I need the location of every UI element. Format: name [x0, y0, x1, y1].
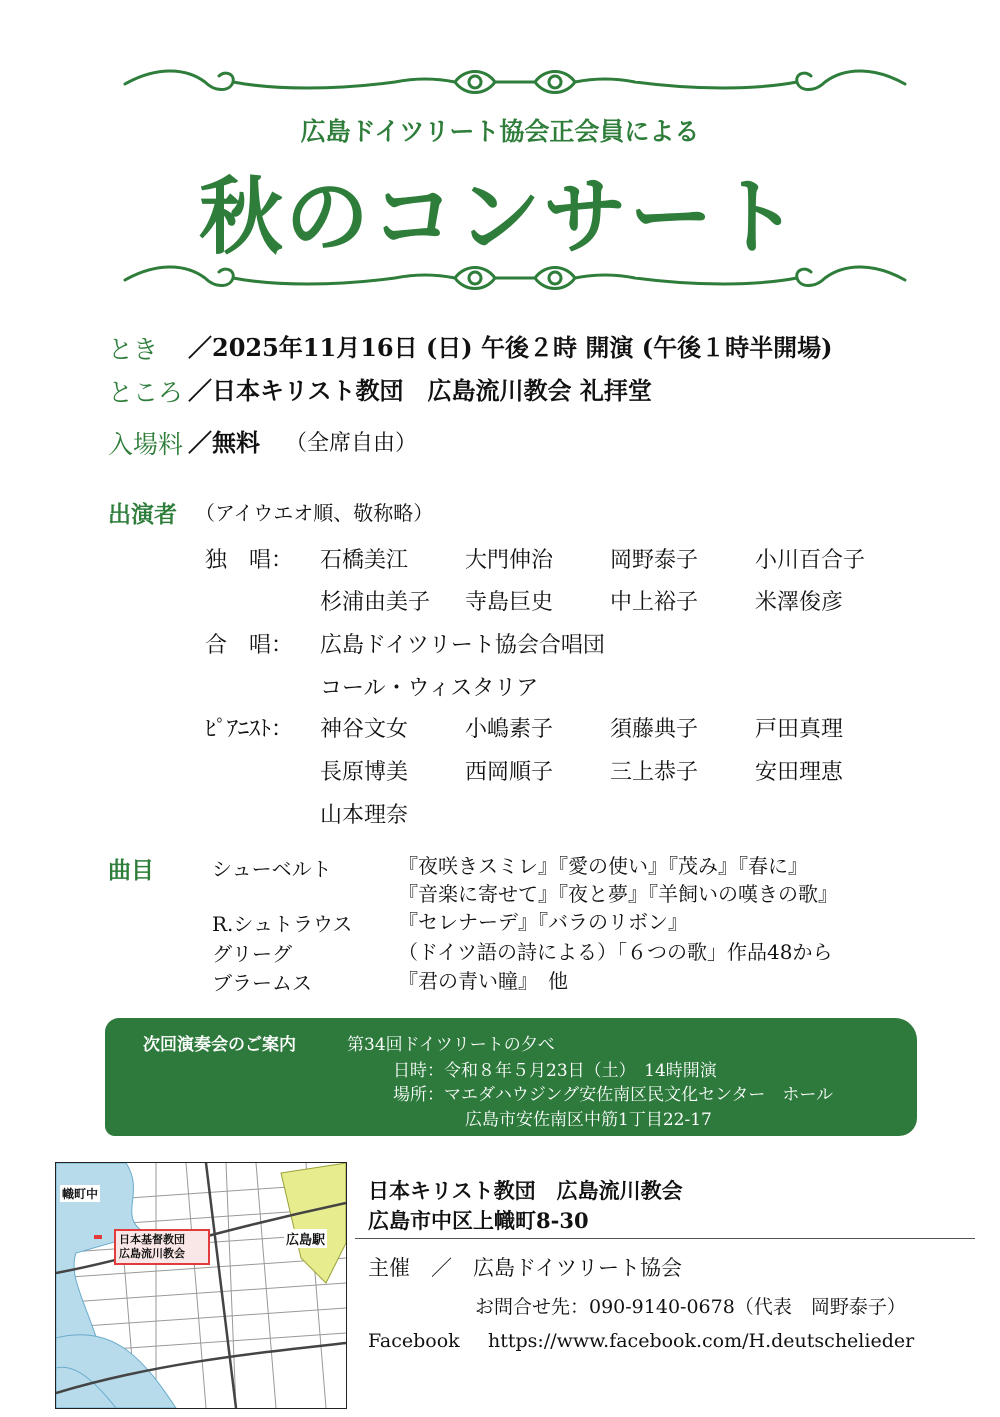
cast-note: （アイウエオ順、敬称略）: [195, 501, 434, 525]
pianist-name: 小嶋素子: [465, 717, 554, 742]
next-concert-banner: [105, 1018, 917, 1136]
venue-address: 広島市中区上幟町8-30: [368, 1208, 589, 1233]
map-church-label: [114, 1229, 210, 1265]
solo-name: 寺島巨史: [465, 590, 554, 615]
concert-subtitle: 広島ドイツリート協会正会員による: [300, 117, 700, 146]
fee-label: 入場料: [108, 430, 184, 459]
pianist-name: 西岡順子: [465, 760, 554, 785]
solo-name: 小川百合子: [755, 548, 866, 573]
when-value: ／2025年11月16日 (日) 午後２時 開演 (午後１時半開場): [188, 333, 833, 362]
program-works: 『君の青い瞳』 他: [398, 969, 568, 993]
pianist-name: 山本理奈: [320, 803, 409, 828]
program-composer: R.シュトラウス: [212, 912, 353, 936]
program-composer: グリーグ: [212, 942, 292, 966]
solo-name: 米澤俊彦: [755, 590, 844, 615]
program-works: 『夜咲きスミレ』『愛の使い』『茂み』『春に』: [398, 854, 808, 878]
location-map: [55, 1162, 347, 1409]
top-ornament: [115, 62, 915, 102]
bottom-ornament: [115, 258, 915, 298]
cast-heading: 出演者: [108, 501, 177, 528]
where-value: ／日本キリスト教団 広島流川教会 礼拝堂: [188, 376, 652, 405]
solo-name: 大門伸治: [465, 548, 554, 573]
facebook-url[interactable]: https://www.facebook.com/H.deutschelieder: [488, 1330, 915, 1352]
facebook-label: Facebook: [368, 1330, 460, 1352]
solo-name: 岡野泰子: [610, 548, 699, 573]
map-label-top: 幟町中: [62, 1187, 99, 1201]
pianist-name: 安田理恵: [755, 760, 844, 785]
program-composer: シューベルト: [212, 857, 332, 881]
pianist-name: 須藤典子: [610, 717, 699, 742]
pianist-label: ﾋﾟｱﾆｽﾄ：: [205, 717, 294, 742]
choir-name: 広島ドイツリート協会合唱団: [320, 633, 605, 658]
program-heading: 曲目: [108, 857, 154, 884]
solo-label: 独 唱：: [205, 548, 294, 573]
fee-value: ／無料: [188, 428, 260, 457]
choir-label: 合 唱：: [205, 633, 294, 658]
next-concert-address: 広島市安佐南区中筋1丁目22-17: [465, 1110, 712, 1130]
choir-name: コール・ウィスタリア: [320, 676, 539, 701]
program-works: 『セレナーデ』『バラのリボン』: [398, 910, 688, 934]
program-works: 『音楽に寄せて』『夜と夢』『羊飼いの嘆きの歌』: [398, 882, 838, 906]
when-label: とき: [108, 335, 159, 364]
map-church-line2: 広島流川教会: [119, 1247, 185, 1260]
map-label-station: 広島駅: [284, 1229, 327, 1248]
next-concert-label: 次回演奏会のご案内: [143, 1035, 296, 1055]
next-concert-title: 第34回ドイツリートの夕べ: [347, 1035, 555, 1055]
pianist-name: 戸田真理: [755, 717, 844, 742]
footer-divider: [355, 1238, 975, 1239]
where-label: ところ: [108, 378, 184, 407]
pianist-name: 神谷文女: [320, 717, 409, 742]
next-concert-date: 日時：令和８年５月23日（土） 14時開演: [393, 1061, 717, 1081]
solo-name: 石橋美江: [320, 548, 409, 573]
program-works: （ドイツ語の詩による）「６つの歌」作品48から: [398, 940, 833, 964]
solo-name: 中上裕子: [610, 590, 699, 615]
concert-title: 秋のコンサート: [198, 167, 801, 266]
pianist-name: 長原博美: [320, 760, 409, 785]
solo-name: 杉浦由美子: [320, 590, 431, 615]
contact-info: お問合せ先：090-9140-0678（代表 岡野泰子）: [475, 1296, 906, 1318]
map-church-line1: 日本基督教団: [119, 1233, 185, 1246]
organizer-label: 主催 ／ 広島ドイツリート協会: [368, 1256, 682, 1280]
venue-name: 日本キリスト教団 広島流川教会: [368, 1178, 683, 1203]
next-concert-venue: 場所：マエダハウジング安佐南区民文化センター ホール: [393, 1085, 834, 1105]
pianist-name: 三上恭子: [610, 760, 699, 785]
program-composer: ブラームス: [212, 971, 312, 995]
fee-note: （全席自由）: [285, 431, 418, 456]
